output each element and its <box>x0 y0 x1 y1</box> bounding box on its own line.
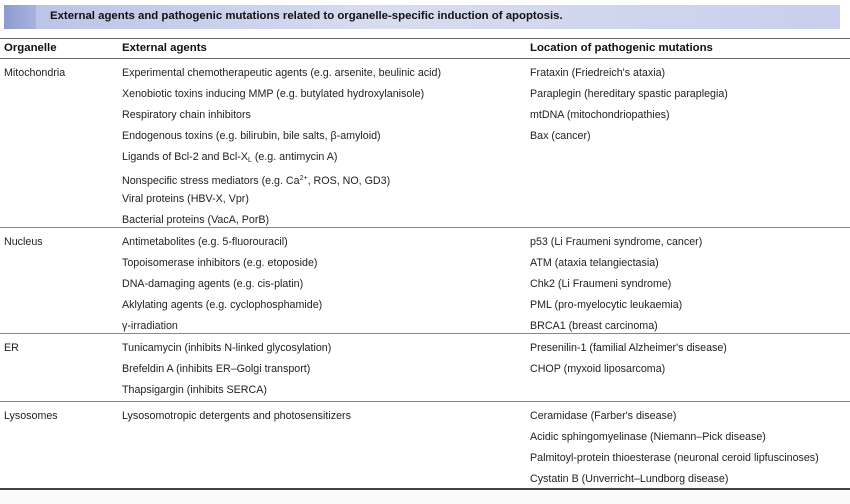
table-caption-bar <box>4 5 840 29</box>
caption-accent <box>4 5 36 29</box>
mutation-cell: Chk2 (Li Fraumeni syndrome) <box>530 278 672 290</box>
external-agent-cell: Bacterial proteins (VacA, PorB) <box>122 214 270 226</box>
external-agent-cell: DNA-damaging agents (e.g. cis-platin) <box>122 278 304 290</box>
external-agent-cell: Aklylating agents (e.g. cyclophosphamide) <box>122 299 323 311</box>
column-header-external-agents: External agents <box>122 42 207 54</box>
group-separator-rule <box>0 401 850 402</box>
external-agent-cell: Endogenous toxins (e.g. bilirubin, bile salts, β-amyloid) <box>122 130 381 142</box>
mutation-cell: CHOP (myxoid liposarcoma) <box>530 363 666 375</box>
organelle-cell: Mitochondria <box>4 67 66 79</box>
external-agent-cell: Thapsigargin (inhibits SERCA) <box>122 384 267 396</box>
mutation-cell: PML (pro-myelocytic leukaemia) <box>530 299 683 311</box>
mutation-cell: Bax (cancer) <box>530 130 591 142</box>
mutation-cell: BRCA1 (breast carcinoma) <box>530 320 658 332</box>
external-agent-cell: Viral proteins (HBV-X, Vpr) <box>122 193 249 205</box>
organelle-cell: Lysosomes <box>4 410 58 422</box>
mutation-cell: Ceramidase (Farber's disease) <box>530 410 677 422</box>
column-header-mutations: Location of pathogenic mutations <box>530 42 713 54</box>
external-agent-cell: Nonspecific stress mediators (e.g. $Ca^{2+}$, ROS, NO, GD3) <box>122 175 391 187</box>
header-bottom-rule <box>0 58 850 59</box>
mutation-cell: Presenilin-1 (familial Alzheimer's disease) <box>530 342 727 354</box>
external-agent-cell: Xenobiotic toxins inducing MMP (e.g. butylated hydroxylanisole) <box>122 88 425 100</box>
external-agent-cell: Topoisomerase inhibitors (e.g. etoposide) <box>122 257 318 269</box>
mutation-cell: p53 (Li Fraumeni syndrome, cancer) <box>530 236 703 248</box>
external-agent-cell: Tunicamycin (inhibits N-linked glycosylation) <box>122 342 332 354</box>
mutation-cell: Cystatin B (Unverricht–Lundborg disease) <box>530 473 729 485</box>
external-agent-cell: Antimetabolites (e.g. 5-fluorouracil) <box>122 236 288 248</box>
mutation-cell: Paraplegin (hereditary spastic paraplegia) <box>530 88 728 100</box>
organelle-cell: ER <box>4 342 19 354</box>
external-agent-cell: γ-irradiation <box>122 320 178 332</box>
external-agent-cell: Experimental chemotherapeutic agents (e.g. arsenite, beulinic acid) <box>122 67 442 79</box>
table-caption: External agents and pathogenic mutations related to organelle-specific induction of apoptosis. <box>50 10 563 22</box>
mutation-cell: mtDNA (mitochondriopathies) <box>530 109 670 121</box>
mutation-cell: Palmitoyl-protein thioesterase (neuronal ceroid lipfuscinoses) <box>530 452 819 464</box>
organelle-cell: Nucleus <box>4 236 43 248</box>
mutation-cell: Acidic sphingomyelinase (Niemann–Pick disease) <box>530 431 766 443</box>
mutation-cell: ATM (ataxia telangiectasia) <box>530 257 659 269</box>
external-agent-cell: Lysosomotropic detergents and photosensitizers <box>122 410 351 422</box>
footer-strip <box>0 490 850 504</box>
external-agent-cell: Ligands of Bcl-2 and Bcl-$X_L$ (e.g. antimycin A) <box>122 151 338 164</box>
external-agent-cell: Respiratory chain inhibitors <box>122 109 251 121</box>
header-top-rule <box>0 38 850 39</box>
mutation-cell: Frataxin (Friedreich's ataxia) <box>530 67 666 79</box>
external-agent-cell: Brefeldin A (inhibits ER–Golgi transport) <box>122 363 311 375</box>
column-header-organelle: Organelle <box>4 42 57 54</box>
